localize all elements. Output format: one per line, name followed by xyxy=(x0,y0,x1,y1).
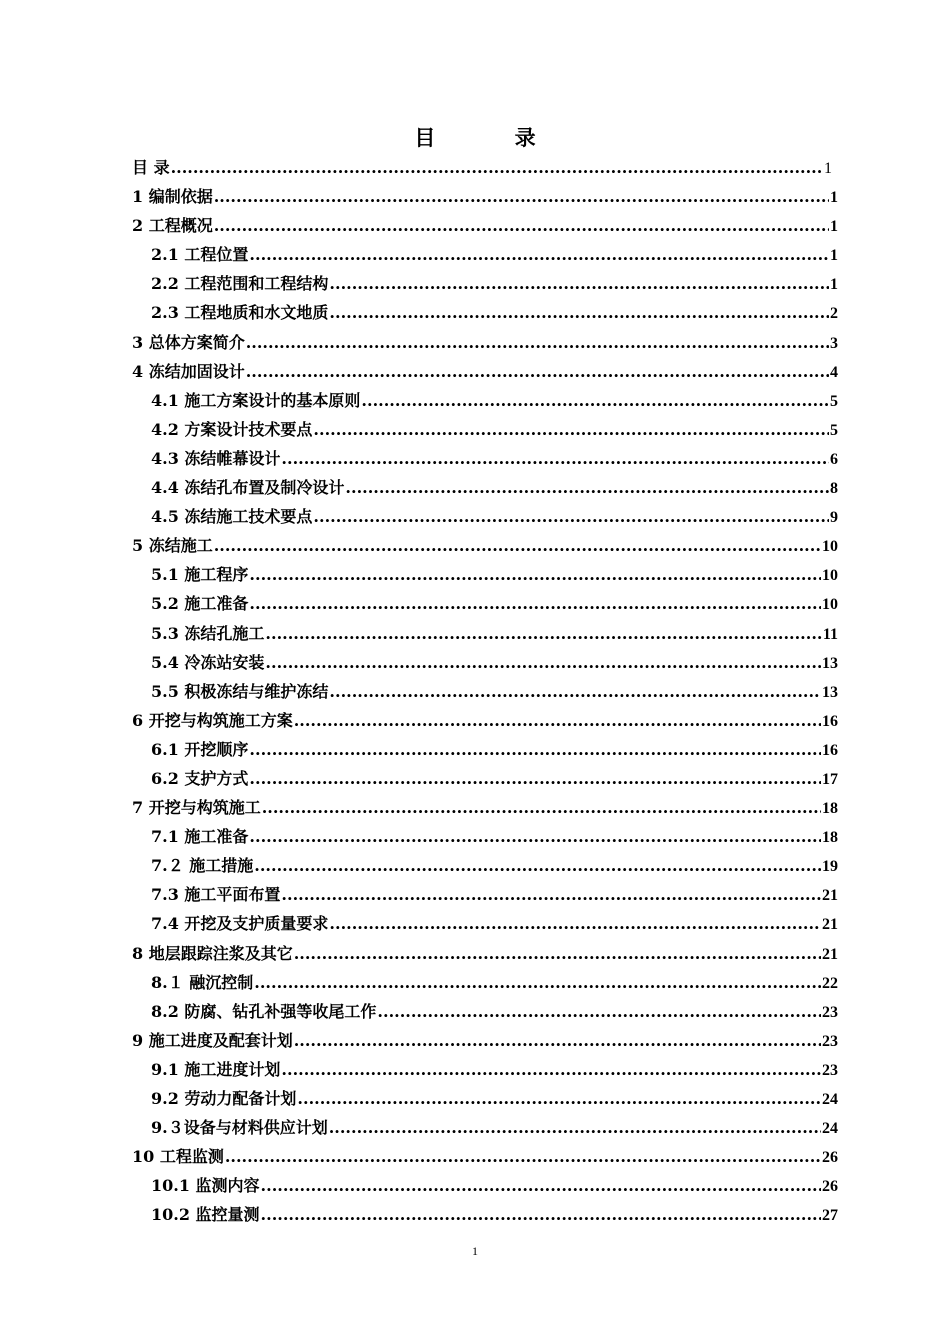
toc-entry-label: 目 录 xyxy=(132,158,170,177)
toc-entry[interactable] xyxy=(132,415,838,444)
toc-entry[interactable] xyxy=(132,822,838,851)
toc-entry-page: 10 xyxy=(822,596,838,614)
toc-entry[interactable] xyxy=(132,386,838,415)
toc-entry-page: 10 xyxy=(822,538,838,556)
toc-leader-dots xyxy=(294,1026,821,1055)
toc-entry[interactable] xyxy=(132,211,838,240)
toc-entry-label: 7.4 开挖及支护质量要求 xyxy=(151,914,329,934)
toc-leader-dots xyxy=(214,182,829,211)
toc-leader-dots xyxy=(265,648,821,677)
toc-entry-label: 4.5 冻结施工技术要点 xyxy=(151,507,313,527)
toc-leader-dots xyxy=(329,677,821,706)
toc-leader-dots xyxy=(214,531,821,560)
toc-entry-label: 8.１ 融沉控制 xyxy=(151,972,254,992)
toc-entry-label: 4.3 冻结帷幕设计 xyxy=(151,448,281,468)
toc-entry-page: 6 xyxy=(830,450,838,468)
toc-entry-page: 4 xyxy=(830,363,838,381)
toc-leader-dots xyxy=(249,764,821,793)
toc-entry-label: 10.1 监测内容 xyxy=(151,1176,260,1196)
toc-entry-label: 4 冻结加固设计 xyxy=(132,361,245,381)
toc-entry-label: 2 工程概况 xyxy=(132,216,213,236)
toc-entry-page: 3 xyxy=(830,334,838,352)
toc-leader-dots xyxy=(246,357,829,386)
toc-entry[interactable] xyxy=(132,560,838,589)
toc-entry-page: 2 xyxy=(830,305,838,323)
toc-leader-dots xyxy=(249,240,829,269)
toc-leader-dots xyxy=(294,939,821,968)
toc-entry-label: 7.２ 施工措施 xyxy=(151,856,254,876)
toc-entry-page: 1 xyxy=(830,189,838,207)
toc-entry[interactable] xyxy=(132,502,838,531)
toc-entry-page: 26 xyxy=(822,1149,838,1167)
toc-leader-dots xyxy=(254,851,821,880)
toc-entry-label: 3 总体方案简介 xyxy=(132,332,245,352)
toc-entry[interactable] xyxy=(132,648,838,677)
toc-leader-dots xyxy=(249,560,821,589)
toc-entry-page: 22 xyxy=(822,974,838,992)
toc-entry-label: 5.2 施工准备 xyxy=(151,594,249,614)
toc-leader-dots xyxy=(261,1171,821,1200)
toc-entry[interactable] xyxy=(132,997,838,1026)
toc-entry[interactable] xyxy=(132,1142,838,1171)
toc-entry[interactable] xyxy=(132,357,838,386)
toc-entry[interactable] xyxy=(132,589,838,618)
toc-entry-page: 23 xyxy=(822,1032,838,1050)
toc-entry-label: 5.3 冻结孔施工 xyxy=(151,623,265,643)
toc-entry[interactable] xyxy=(132,735,838,764)
toc-entry[interactable] xyxy=(132,328,838,357)
toc-leader-dots xyxy=(249,822,821,851)
toc-entry-page: 21 xyxy=(822,887,838,905)
toc-leader-dots xyxy=(313,415,829,444)
toc-entry[interactable] xyxy=(132,182,838,211)
toc-leader-dots xyxy=(281,444,829,473)
toc-entry[interactable] xyxy=(132,1084,838,1113)
toc-leader-dots xyxy=(297,1084,821,1113)
toc-leader-dots xyxy=(345,473,829,502)
toc-entry-label: 8 地层跟踪注浆及其它 xyxy=(132,943,293,963)
toc-entry-page: 21 xyxy=(822,945,838,963)
toc-leader-dots xyxy=(171,153,823,182)
toc-entry[interactable] xyxy=(132,619,838,648)
toc-entry-label: 9.1 施工进度计划 xyxy=(151,1059,281,1079)
toc-entry[interactable] xyxy=(132,909,838,938)
toc-entry-label: 5.1 施工程序 xyxy=(151,565,249,585)
toc-entry[interactable] xyxy=(132,968,838,997)
toc-entry[interactable] xyxy=(132,153,838,182)
page-title: 目 录 xyxy=(414,126,572,150)
toc-entry-label: 10.2 监控量测 xyxy=(151,1205,260,1225)
toc-entry-label: 7.1 施工准备 xyxy=(151,827,249,847)
toc-entry-label: 5.5 积极冻结与维护冻结 xyxy=(151,681,329,701)
toc-leader-dots xyxy=(262,793,821,822)
toc-leader-dots xyxy=(313,502,829,531)
toc-entry-page: 16 xyxy=(822,712,838,730)
toc-entry[interactable] xyxy=(132,444,838,473)
toc-entry[interactable] xyxy=(132,764,838,793)
toc-leader-dots xyxy=(281,880,821,909)
toc-entry-label: 2.2 工程范围和工程结构 xyxy=(151,274,329,294)
toc-entry[interactable] xyxy=(132,1171,838,1200)
toc-entry[interactable] xyxy=(132,706,838,735)
toc-entry-page: 21 xyxy=(822,916,838,934)
toc-leader-dots xyxy=(329,909,821,938)
toc-entry[interactable] xyxy=(132,939,838,968)
toc-entry-page: 1 xyxy=(830,276,838,294)
toc-leader-dots xyxy=(249,589,821,618)
toc-entry-label: 5.4 冷冻站安装 xyxy=(151,652,265,672)
toc-leader-dots xyxy=(249,735,821,764)
toc-entry-label: 8.2 防腐、钻孔补强等收尾工作 xyxy=(151,1001,377,1021)
toc-leader-dots xyxy=(329,269,829,298)
toc-entry-page: 8 xyxy=(830,480,838,498)
toc-leader-dots xyxy=(329,1113,821,1142)
toc-entry-page: 19 xyxy=(822,858,838,876)
toc-entry-label: 9 施工进度及配套计划 xyxy=(132,1030,293,1050)
toc-entry-page: 27 xyxy=(822,1207,838,1225)
toc-entry[interactable] xyxy=(132,1026,838,1055)
toc-entry-page: 1 xyxy=(824,160,832,177)
table-of-contents xyxy=(132,153,838,1229)
toc-entry-label: 6.1 开挖顺序 xyxy=(151,739,249,759)
toc-entry-label: 6 开挖与构筑施工方案 xyxy=(132,710,293,730)
toc-entry[interactable] xyxy=(132,851,838,880)
toc-entry-label: 9.３设备与材料供应计划 xyxy=(151,1118,328,1138)
toc-leader-dots xyxy=(281,1055,821,1084)
toc-entry-page: 11 xyxy=(822,625,838,643)
toc-entry[interactable] xyxy=(132,793,838,822)
toc-entry-label: 4.4 冻结孔布置及制冷设计 xyxy=(151,478,345,498)
toc-entry-page: 13 xyxy=(822,683,838,701)
toc-entry[interactable] xyxy=(132,298,838,327)
toc-leader-dots xyxy=(261,1200,821,1229)
toc-entry[interactable] xyxy=(132,1055,838,1084)
page-number: 1 xyxy=(472,1244,478,1258)
toc-leader-dots xyxy=(254,968,821,997)
toc-entry[interactable] xyxy=(132,1200,838,1229)
toc-entry-label: 4.2 方案设计技术要点 xyxy=(151,419,313,439)
toc-leader-dots xyxy=(377,997,821,1026)
toc-entry[interactable] xyxy=(132,880,838,909)
toc-entry-label: 7.3 施工平面布置 xyxy=(151,885,281,905)
toc-leader-dots xyxy=(214,211,829,240)
toc-entry-page: 9 xyxy=(830,509,838,527)
toc-entry[interactable] xyxy=(132,473,838,502)
toc-entry-page: 13 xyxy=(822,654,838,672)
toc-entry-page: 26 xyxy=(822,1178,838,1196)
toc-entry[interactable] xyxy=(132,240,838,269)
toc-entry-label: 9.2 劳动力配备计划 xyxy=(151,1089,297,1108)
toc-entry-label: 5 冻结施工 xyxy=(132,536,213,556)
toc-entry-page: 18 xyxy=(822,829,838,847)
toc-entry-page: 17 xyxy=(822,770,838,788)
toc-entry-page: 16 xyxy=(822,741,838,759)
toc-leader-dots xyxy=(265,619,821,648)
toc-entry-label: 7 开挖与构筑施工 xyxy=(132,798,261,818)
toc-entry-page: 23 xyxy=(822,1061,838,1079)
toc-entry-page: 18 xyxy=(822,800,838,818)
toc-entry-page: 5 xyxy=(830,421,838,439)
toc-entry-page: 24 xyxy=(822,1091,838,1108)
toc-leader-dots xyxy=(329,298,829,327)
toc-entry[interactable] xyxy=(132,269,838,298)
toc-entry-page: 5 xyxy=(830,392,838,410)
toc-entry-label: 2.3 工程地质和水文地质 xyxy=(151,303,329,323)
toc-entry-page: 10 xyxy=(822,567,838,585)
toc-leader-dots xyxy=(294,706,821,735)
toc-entry-page: 1 xyxy=(830,218,838,236)
toc-entry-label: 1 编制依据 xyxy=(132,187,213,207)
toc-entry-page: 23 xyxy=(822,1003,838,1021)
toc-entry-label: 10 工程监测 xyxy=(132,1147,224,1167)
toc-entry-page: 1 xyxy=(830,247,838,265)
toc-entry[interactable] xyxy=(132,531,838,560)
toc-entry-page: 24 xyxy=(822,1120,838,1138)
toc-entry-label: 6.2 支护方式 xyxy=(151,768,249,788)
toc-entry-label: 2.1 工程位置 xyxy=(151,245,249,265)
toc-entry-label: 4.1 施工方案设计的基本原则 xyxy=(151,390,361,410)
toc-entry[interactable] xyxy=(132,1113,838,1142)
toc-leader-dots xyxy=(225,1142,821,1171)
toc-entry[interactable] xyxy=(132,677,838,706)
toc-leader-dots xyxy=(246,328,829,357)
toc-leader-dots xyxy=(361,386,829,415)
